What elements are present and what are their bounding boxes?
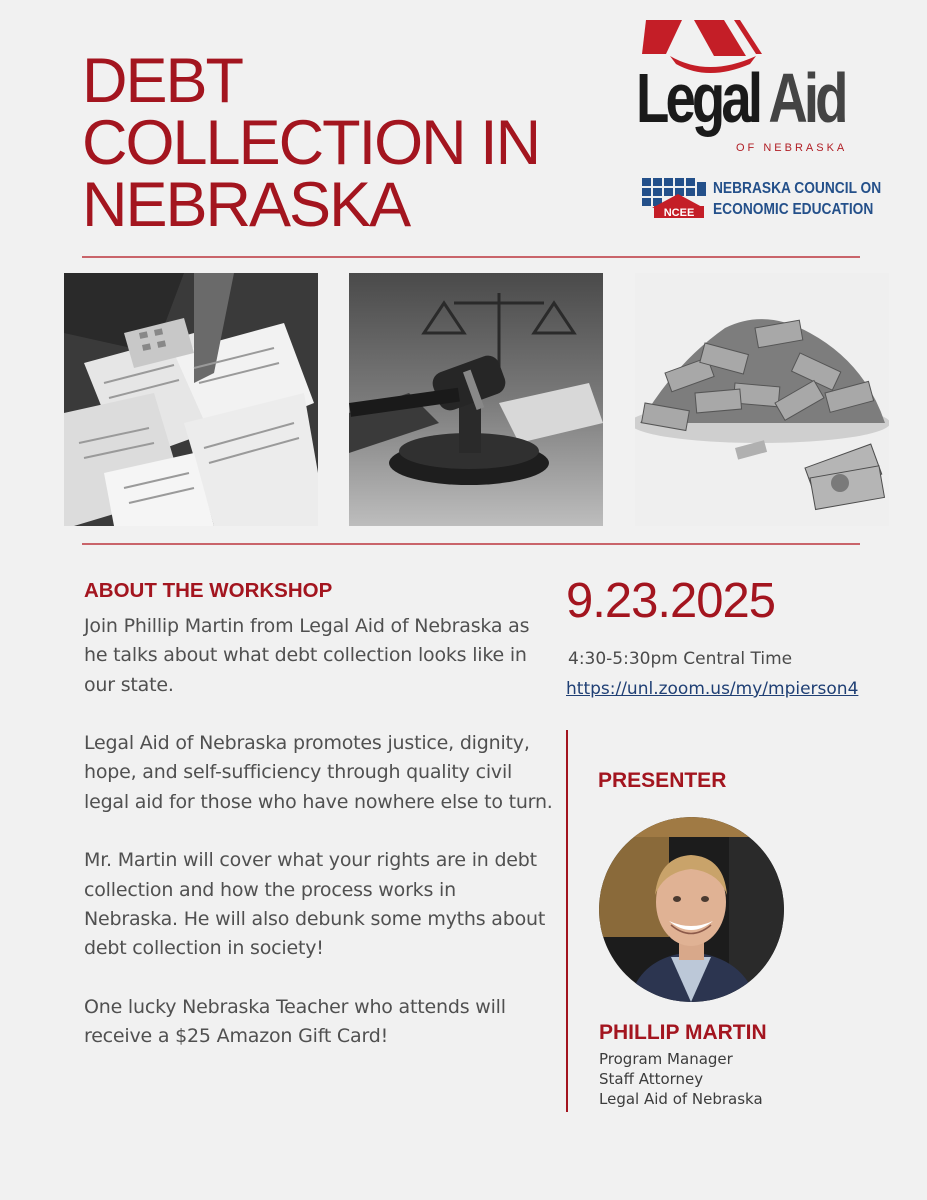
zoom-link[interactable]: https://unl.zoom.us/my/mpierson4	[566, 679, 859, 699]
photo-invoices	[64, 273, 318, 526]
about-paragraph-4: One lucky Nebraska Teacher who attends will receive a $25 Amazon Gift Card!	[84, 995, 506, 1048]
middle-divider	[82, 543, 860, 545]
about-paragraph-1: Join Phillip Martin from Legal Aid of Nebraska as he talks about what debt collection looks like in our state.	[84, 615, 530, 696]
legal-aid-logo-subtitle: OF NEBRASKA	[736, 142, 848, 154]
event-date: 9.23.2025	[566, 574, 775, 628]
about-heading: ABOUT THE WORKSHOP	[84, 579, 333, 602]
presenter-photo	[599, 817, 784, 1002]
about-paragraph-2: Legal Aid of Nebraska promotes justice, dignity, hope, and self-sufficiency through quality civil legal aid for those who have nowhere else to turn.	[84, 732, 553, 813]
presenter-divider	[566, 730, 568, 1112]
ncee-logo-mark	[642, 178, 706, 218]
presenter-heading: PRESENTER	[598, 769, 727, 792]
ncee-badge-text: NCEE	[663, 207, 695, 218]
about-paragraph-3: Mr. Martin will cover what your rights are in debt collection and how the process works in Nebraska. He will also debunk some myths about debt collection in society!	[84, 849, 546, 960]
legal-aid-logo-text	[636, 58, 845, 138]
title-line-1: DEBT	[82, 46, 243, 116]
ncee-line-2: ECONOMIC EDUCATION	[713, 201, 874, 218]
presenter-role-1: Program Manager	[599, 1050, 733, 1068]
ncee-logo-text	[713, 178, 881, 220]
presenter-name: PHILLIP MARTIN	[599, 1021, 767, 1044]
logo-word-aid: Aid	[768, 59, 845, 137]
presenter-role-3: Legal Aid of Nebraska	[599, 1090, 763, 1108]
about-body	[84, 612, 554, 1081]
photo-gavel	[349, 273, 603, 526]
event-time: 4:30-5:30pm Central Time	[568, 649, 793, 669]
ncee-line-1: NEBRASKA COUNCIL ON	[713, 180, 882, 197]
top-divider	[82, 256, 860, 258]
presenter-roles	[599, 1049, 763, 1109]
title-line-2: COLLECTION IN	[82, 108, 540, 178]
logo-word-legal: Legal	[636, 59, 760, 137]
photo-cash-pile	[635, 273, 889, 526]
presenter-role-2: Staff Attorney	[599, 1070, 704, 1088]
page-title	[82, 46, 540, 240]
title-line-3: NEBRASKA	[82, 170, 410, 240]
